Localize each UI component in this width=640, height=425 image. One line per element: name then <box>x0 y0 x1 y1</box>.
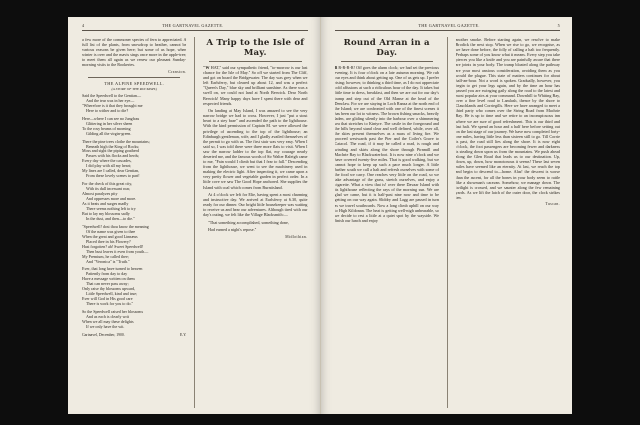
poem-line: So the Speedwell raised her blossoms <box>82 310 144 315</box>
column-divider <box>194 37 195 408</box>
right-columns <box>335 37 561 408</box>
magazine-spread <box>68 17 572 414</box>
poem-body <box>82 94 186 330</box>
poem-line: Beneath high the King of Rocks; <box>86 144 140 149</box>
dateline-initials: E.Y. <box>179 332 187 337</box>
signature: Tuscan. <box>545 202 560 207</box>
poem-line: With its dull incessant roar, <box>86 187 131 192</box>
right-col-2 <box>456 37 560 408</box>
quote-line: "That something accomplished, something done, <box>208 219 289 225</box>
poem-line: "Speedwell! dost thou know the meaning <box>82 224 149 229</box>
running-head-title: THE GARTNAVEL GAZETTE. <box>418 23 480 28</box>
page-number: 5 <box>557 23 560 28</box>
poem-stanza <box>82 225 186 265</box>
poem-line: And oppresses more and more. <box>86 197 137 202</box>
dateline <box>82 333 186 337</box>
right-page <box>321 17 573 414</box>
left-page <box>68 17 321 414</box>
poem-line: I did play with all my heart; <box>86 164 132 169</box>
divider-rule <box>341 61 433 62</box>
poem-line: Ever will God in His good care <box>82 297 133 302</box>
right-col-1 <box>335 37 439 408</box>
poem-line: Then bust leaves it even from youth— <box>86 249 149 254</box>
quote-line: Had earned a night's repose." <box>208 227 257 233</box>
article-paragraph: At 4 o'clock we left for Elie, having spent a most charming and instructive day. We arrived at Earlsferry at 6.30, quite ready for our dinner. Our bright little housekeeper was waiting to receive us and hear our adventures. Although tired with our day's outing, we felt like the Village Blacksmith:— <box>203 192 308 218</box>
poem-line: There is work for you to do." <box>86 302 134 307</box>
poem-stanza <box>82 117 186 137</box>
poem-line: If we only have the wit. <box>86 324 125 329</box>
poem-line: Have a message written on them <box>82 277 135 282</box>
divider-rule <box>209 61 301 62</box>
poem-line: Almost paralyzes pity <box>82 192 118 197</box>
poem-line: Said the Speedwell to the Gentian— <box>82 93 142 98</box>
article-paragraph: another smoke. Before starting again, we resolve to make Brodick the next stop. When we rise to go, we recognise, as we have done before, the folly of calling a halt too frequently. Perhaps some of you know what it means. Every step you take pierces you like a knife and you are painfully aware that there are joints in your body. The tramp bloated along the pathway are your most anxious consideration, avoiding them as you would the plague. This state of matters continues for about half-an-hour. Not a word is spoken. Gradually, however, you begin to get your legs again, and by the time an hour has passed you are swinging gaily along the road to the latest and most popular airs at your command. Downhill to Whiting Bay, over a fine level road to Lamlash, thence by the shore to Clauchlands and Corriegills. Here we have arranged to meet a third party who comes over the String Road from Machrie Bay. He is up to time and we retire to an inconspicuous inn where we are sure of good refreshment. This is our third and last halt. We spend an hour and a half here before setting out on the last stage of our journey. We have now completed forty-one miles, having little less than sixteen still to go. Till Corrie is past, the road still lies along the shore. It is now eight o'clock, the foot passengers are becoming fewer and darkness is stealing down upon us from the mountains. We push ahead along the Glen Road that leads us to our destination. Up, down, up, down, how monotonous it seems! These last seven miles have seemed like an eternity. At last, we reach the top and begin to descend to—home. Alas! the descent is worse than the ascent, for all the bones in your body seem to rattle like a showman's caravan. Somehow, we manage down. The twilight is crossed, and we saunter along the few remaining yards. As we lift the latch of the outer door, the clock strikes ten. <box>455 37 560 200</box>
poem-line: Hast forgotten? ah! Sweet Speedwell! <box>82 244 144 249</box>
poem-line: Gilding all the virgin-green. <box>86 131 132 136</box>
page-number: 4 <box>82 23 85 28</box>
fern-paragraph: a few more of the commoner species of fern to appreciated. A full list of the plants, from snowdrop to heather, cannot be various reasons be given here; but some of us hope, when winter is over and the mavis sings once more in the apple-tree, to meet them all again as we renew our pleasant Sunday-morning visits to the Rookeries. <box>82 37 187 68</box>
poem-line: Here—where I can see no Jungfrau <box>82 116 140 121</box>
poem-title: THE ALPINE SPEEDWELL. <box>104 80 165 86</box>
poem-line: And as each is clearly writ <box>86 315 130 320</box>
left-col-1 <box>82 37 186 408</box>
right-running-head <box>335 23 561 31</box>
poem-line: Every day where the cascades, <box>82 159 132 164</box>
poem-stanza <box>82 267 186 307</box>
poem-stanza <box>82 94 186 114</box>
poem-line: "Wherefore is it that they brought me <box>82 103 143 108</box>
left-col-2 <box>203 37 307 408</box>
poem-line: Placed thee in his Flowery? <box>86 239 131 244</box>
left-running-head <box>82 23 308 31</box>
poem-line: There the pine trees clothe the mountains; <box>82 139 150 144</box>
poem-line: Patiently from day to day <box>86 272 128 277</box>
poem-line: For the check of this great city, <box>82 182 133 187</box>
poem-line: My lines are I called, dear Gentian, <box>82 169 140 174</box>
article-paragraph: On landing at May Island, I was amazed to see the very narrow bridge we had to cross. However, I just "put a stout heart to a stey brae" and ascended the path to the lighthouse. With the kind permission of Captain M. we were allowed the privilege of ascending to the top of the lighthouse; an Edinburgh gentleman, wife, and I gladly availed themselves of the permit to go with us. The first stair was very easy. When I said so, I was told there were three more flats to visit. When I saw the narrow ladder to the top flat, my courage nearly deserted me, and the famous words of Sir Walter Raleigh came to me, "Fain would I climb but that I fear to fall." Descending from the lighthouse, we went to see the machinery used in making the electric light. After inspecting it, we came upon a very pretty flower and vegetable garden in perfect order. In a little cove we saw The Good Hope anchored. She supplies the Island with coal which comes from Burntisland. <box>203 108 308 190</box>
poem-line: But to lay my blossoms sadly <box>82 211 130 216</box>
left-columns <box>82 37 308 408</box>
poem-line: Here to wither and to die? <box>86 108 129 113</box>
poem-line: Of the name was given to thee <box>86 229 136 234</box>
poem-line: As it beats and surges madly <box>82 202 129 207</box>
poem-line: My Premium, he called thee; <box>82 254 129 259</box>
poem-line: In the dust, and then—to die." <box>86 216 135 221</box>
poem-line: And "Veronica" is "Truth." <box>86 259 130 264</box>
divider-rule <box>88 77 180 78</box>
article-title: A Trip to the Isle of May. <box>206 38 305 58</box>
poem-line: Ever, that long have turned to heaven <box>82 267 143 272</box>
poem-line: From these lovely scenes to part! <box>86 174 140 179</box>
poem-line: Only raise thy blossoms upward, <box>82 287 136 292</box>
dateline-place: Gartnavel, December, 1900. <box>82 332 125 337</box>
poem-line: Passes with his flocks and herds; <box>86 154 140 159</box>
column-divider <box>447 37 448 408</box>
poem-line: When the great and good Linnæus <box>82 234 138 239</box>
poem-line: And the tear was in her eye— <box>86 98 135 103</box>
poem-stanza <box>82 310 186 330</box>
article-paragraph: "W HAT," said our sympathetic friend, "to-morrow is our last chance for the Isle of May." So off we started from The Cliff, and got on board the Bridgewater. The day was grey when we left Earlsferry, but cleared up about 12, and was a perfect "Queen's Day," blue sky and brilliant sunshine. As there was a swell on, we could not land at North Berwick. Dear North Berwick! Many happy days have I spent there with dear and respected friends. <box>203 65 308 106</box>
poem-stanza <box>82 140 186 180</box>
poem-line: When we all may these delights <box>82 319 134 324</box>
poem-line: Little Speedwell, kind and true; <box>86 292 138 297</box>
poem-line: There seems nothing left to try <box>86 206 136 211</box>
poem-subtitle: (A STORY OF THE ROCKERY.) <box>111 86 157 91</box>
poem-line: To the rosy beams of morning <box>82 126 131 131</box>
running-head-title: THE GARTNAVEL GAZETTE. <box>162 23 224 28</box>
poem-line: Glittering in her silver sheen <box>86 121 133 126</box>
poem-line: That can never pass away; <box>86 282 129 287</box>
signature: Cranston. <box>168 69 187 74</box>
article-paragraph: B R-R-R-R! Off goes the alarm clock; we had set the previous evening. It is four o'clock on a late autumn morning. We rub our eyes and think about getting up. One of us gets up. I prefer rising; however, to thinking a third time, as I do not appreciate cold affusions at such a ridiculous hour of the day. It takes but little time to dress, breakfast, and then we are out for our day's tramp and step out of the Old Manse at the head of the Denclaw. For we are staying in Loch Ranza at the north end of the Island; we are confronted with one of the finest scenes it has been our lot to witness. The brown fishing smacks, heavily laden, are gliding silently into the harbour over a shimmering sea that stretches to Kintyre. The castle in the foreground and the hills beyond stand clear and well defined, while, over all, the skies present themselves as a mass of living fire. We proceed westwards past the Pier and the Coiler's Grave to Catacol. The road, if it may be called a road, is rough and winding and skirts along the shore through Pirnmill and Machrie Bay to Blackwaterfoot. It is now nine o'clock and we have covered twenty-five miles. That is good walking, but we cannot hope to keep up such a pace much longer. A little further south we call a halt and refresh ourselves with some of the food we carry. One reaches very little on the road, so we take advantage of the grass, stretch ourselves, and enjoy a cigarette. What a view that is! over there Davaar Island with its lighthouse reflecting the rays of the morning sun. We are glad we came, but it is half-past nine now and time to be getting on our way again. Sliddry and Lagg are passed in turn as we travel southwards. Now a long climb uphill on our way to High Kildonan. The heat is getting well-nigh unbearable, so we decide to rest a little at a quiet spot by the wayside. We finish our lunch and enjoy <box>334 65 439 223</box>
poem-line: Moss and sight the piping goatherd <box>82 149 139 154</box>
signature: Midlothian. <box>285 234 308 239</box>
article-title: Round Arran in a Day. <box>343 38 430 58</box>
poem-stanza <box>82 182 186 222</box>
